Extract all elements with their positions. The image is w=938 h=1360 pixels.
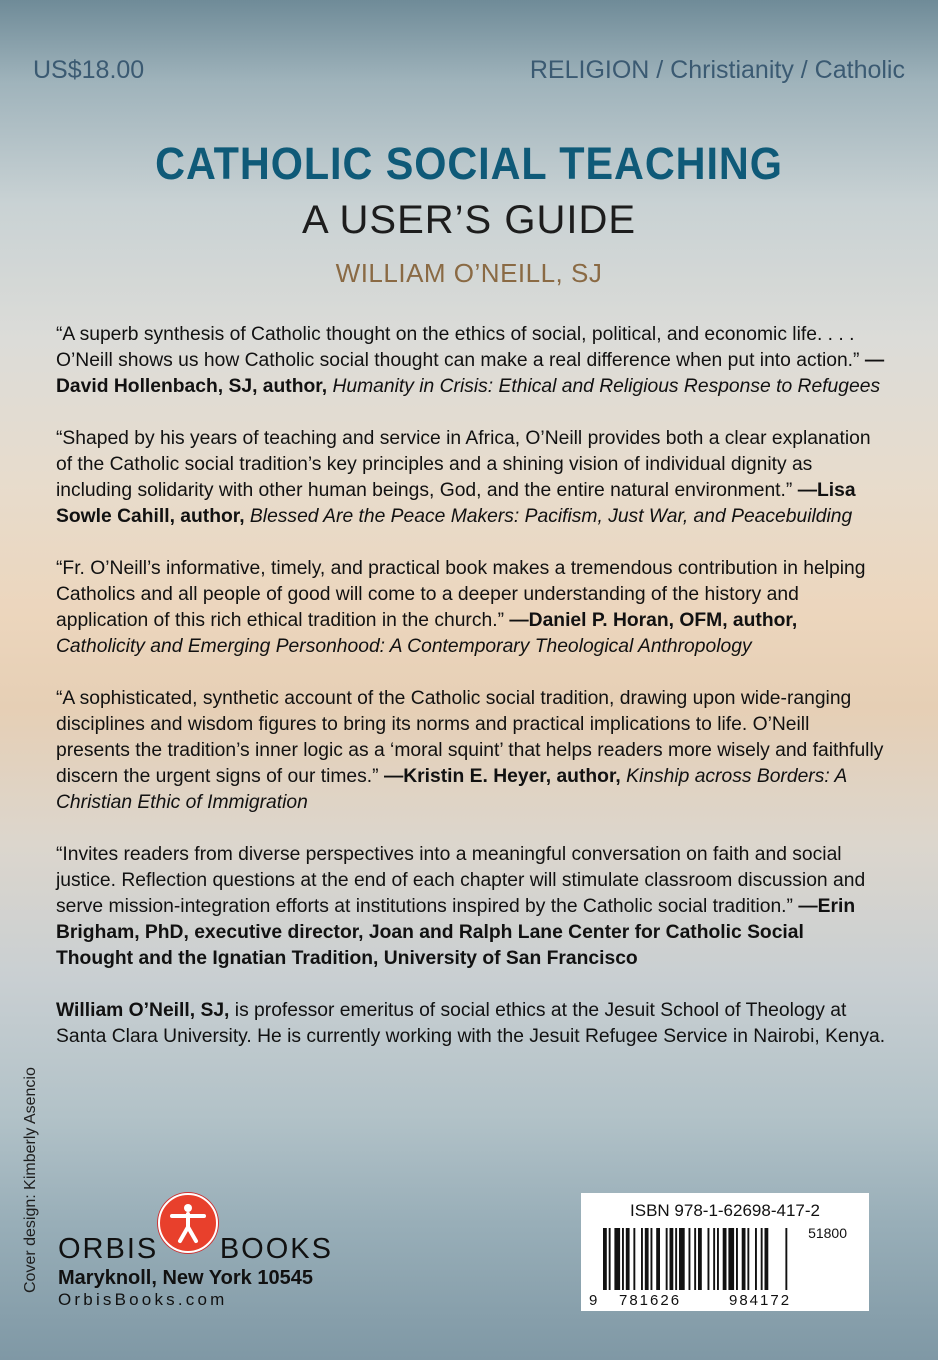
endorsement <box>56 426 886 530</box>
endorsement-quote: “Shaped by his years of teaching and service in Africa, O’Neill provides both a clear explanation of the Catholic social tradition’s key principles and a shining vision of individual dignity as including solidarity with other human beings, God, and the entire natural environment.” <box>56 428 871 501</box>
endorsement-attribution: —Lisa Sowle Cahill, author, <box>56 480 856 527</box>
endorsement <box>56 686 886 816</box>
isbn-barcode <box>581 1193 869 1311</box>
endorsement-quote: “Invites readers from diverse perspectives into a meaningful conversation on faith and social justice. Reflection questions at the end of each chapter will stimulate classroom discussion and serve mission-integration efforts at institutions inspired by the Catholic social tradition.” <box>56 844 866 917</box>
barcode-digit-lead: 9 <box>589 1292 598 1309</box>
category-label: RELIGION / Christianity / Catholic <box>529 56 905 84</box>
header-row <box>33 56 905 85</box>
orbis-figure-icon <box>158 1193 218 1253</box>
endorsement-attribution: —Kristin E. Heyer, author, <box>383 766 621 787</box>
cover-design-credit: Cover design: Kimberly Asencio <box>22 1067 39 1293</box>
endorsement <box>56 842 886 972</box>
endorsement-work: Blessed Are the Peace Makers: Pacifism, Just War, and Peacebuilding <box>249 506 853 527</box>
book-subtitle: A USER’S GUIDE <box>301 198 637 242</box>
barcode-price-code: 51800 <box>808 1225 847 1241</box>
publisher-word-right: BOOKS <box>219 1233 333 1265</box>
endorsement-quote: “A sophisticated, synthetic account of the Catholic social tradition, drawing upon wide-ranging disciplines and wisdom figures to bring its norms and practical implications to life. O’Neill presents the tradition’s inner logic as a ‘moral squint’ that helps readers more wisely and faithfully discern the urgent signs of our times.” <box>56 688 884 787</box>
endorsement-attribution: —Erin Brigham, PhD, executive director, Joan and Ralph Lane Center for Catholic Social Thought and the Ignatian Tradition, University of San Francisco <box>56 896 856 969</box>
barcode-bars-icon <box>603 1228 853 1296</box>
publisher-location: Maryknoll, New York 10545 <box>58 1267 313 1289</box>
barcode-digits-left: 781626 <box>619 1292 682 1309</box>
endorsement-attribution: —Daniel P. Horan, OFM, author, <box>509 610 798 631</box>
price-label: US$18.00 <box>33 56 145 84</box>
endorsement-quote: “A superb synthesis of Catholic thought on the ethics of social, political, and economic life. . . . O’Neill shows us how Catholic social thought can make a real difference when put into action.” <box>56 324 860 371</box>
book-author: WILLIAM O’NEILL, SJ <box>335 258 603 288</box>
endorsement-work: Catholicity and Emerging Personhood: A Contemporary Theological Anthropology <box>56 636 752 657</box>
author-bio-text: is professor emeritus of social ethics at the Jesuit School of Theology at Santa Clara University. He is currently working with the Jesuit Refugee Service in Nairobi, Kenya. <box>56 1000 886 1047</box>
publisher-word-left: ORBIS <box>58 1233 159 1265</box>
isbn-number: ISBN 978-1-62698-417-2 <box>630 1201 820 1220</box>
barcode-digits-right: 984172 <box>729 1292 792 1309</box>
endorsements <box>56 322 886 1050</box>
endorsement-quote: “Fr. O’Neill’s informative, timely, and practical book makes a tremendous contribution in helping Catholics and all people of good will come to a deeper understanding of the history and application of this rich ethical tradition in the church.” <box>56 558 866 631</box>
publisher-logo <box>58 1193 333 1313</box>
publisher-website: OrbisBooks.com <box>58 1290 228 1309</box>
book-title: CATHOLIC SOCIAL TEACHING <box>155 138 783 189</box>
endorsement <box>56 322 886 400</box>
author-bio-name: William O’Neill, SJ, <box>56 1000 230 1021</box>
author-bio <box>56 998 886 1050</box>
endorsement-work: Humanity in Crisis: Ethical and Religious Response to Refugees <box>332 376 881 397</box>
endorsement-attribution: —David Hollenbach, SJ, author, <box>56 350 885 397</box>
endorsement-work: Kinship across Borders: A Christian Ethic of Immigration <box>56 766 847 813</box>
endorsement <box>56 556 886 660</box>
